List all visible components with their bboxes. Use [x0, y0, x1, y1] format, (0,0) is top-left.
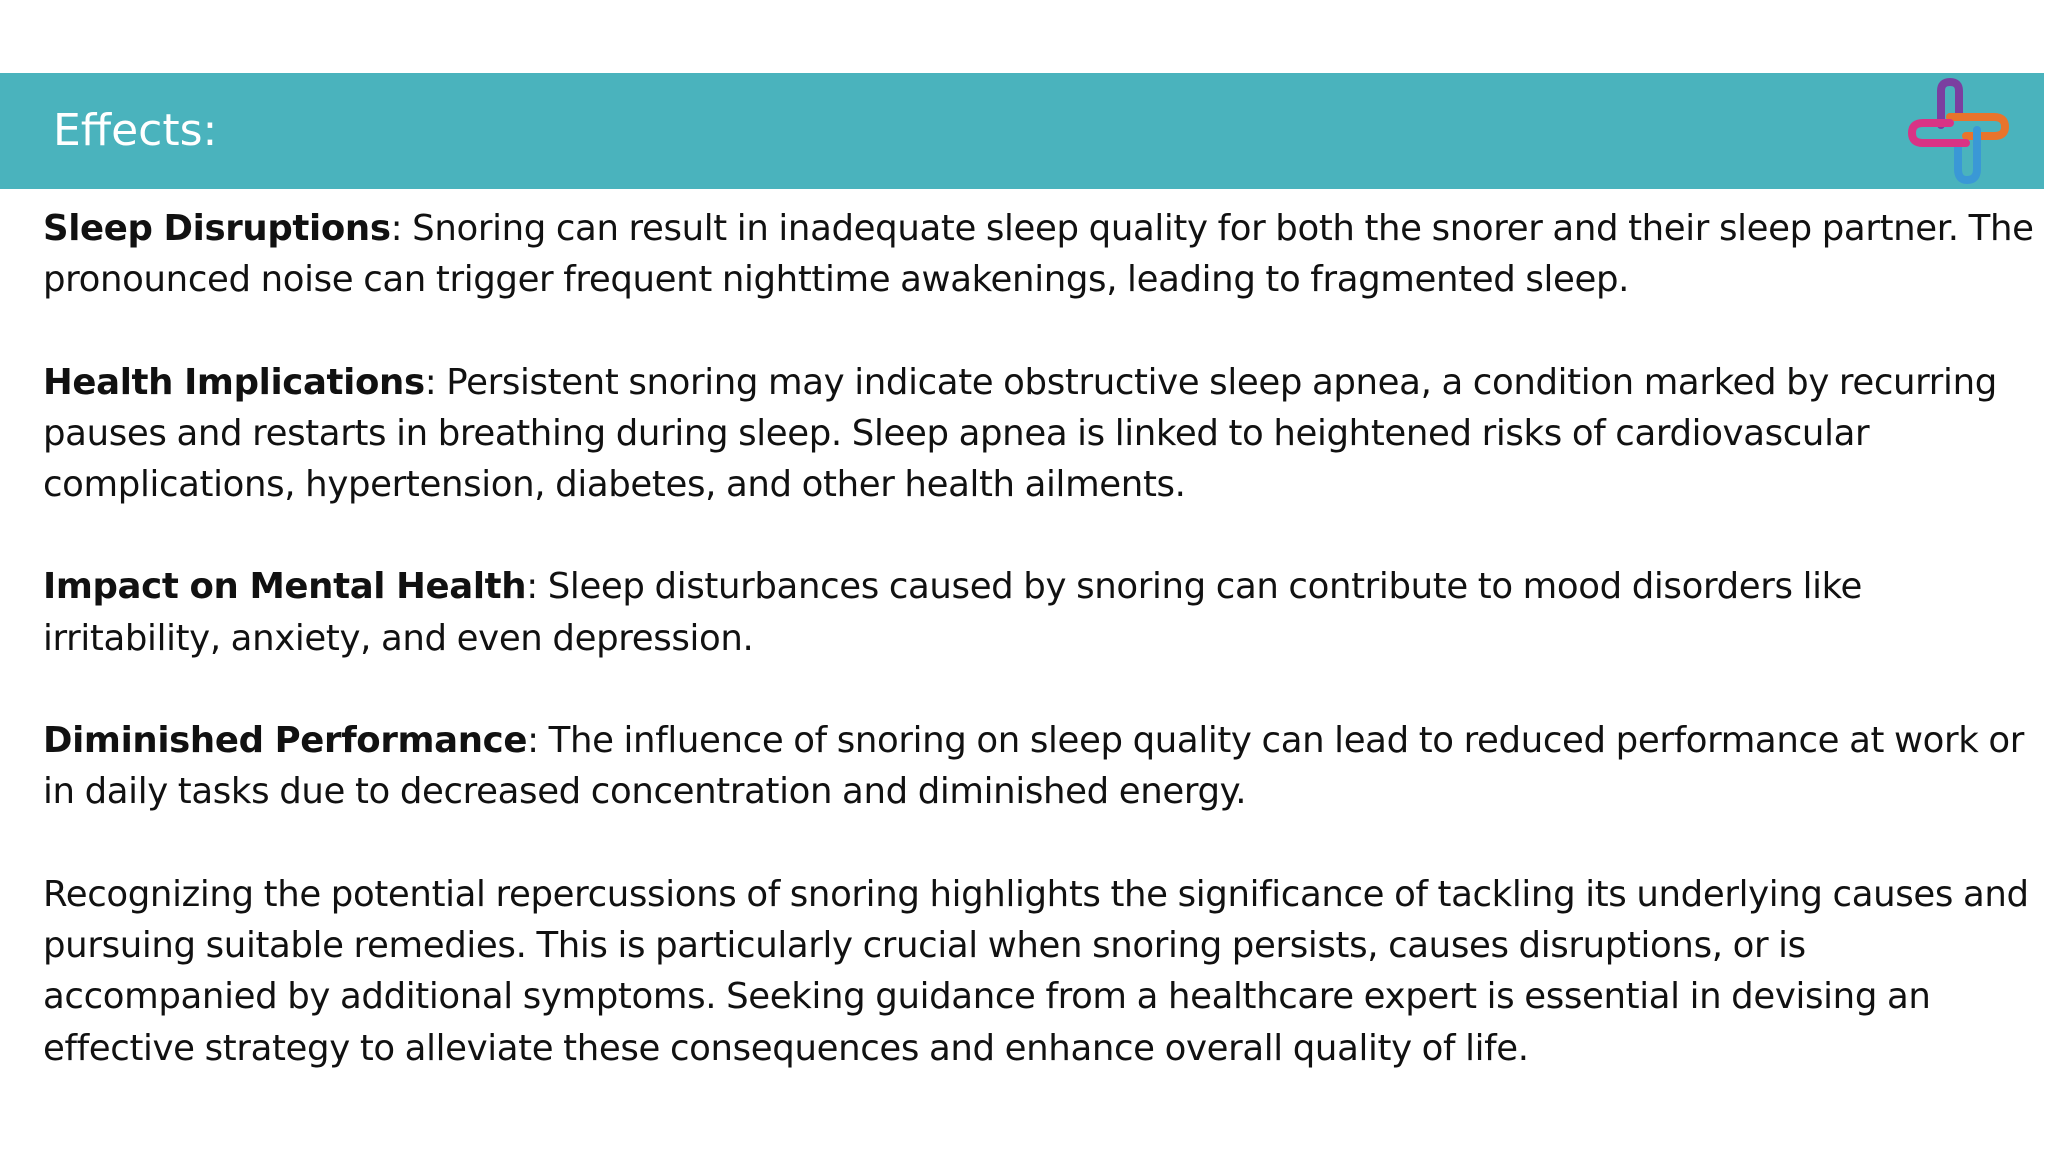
effects-content	[43, 203, 2038, 1125]
section-text: : Snoring can result in inadequate sleep quality for both the snorer and their sleep partner. The pronounced noise can trigger frequent nighttime awakenings, leading to fragmented sleep.	[43, 208, 2034, 301]
section-heading: Diminished Performance	[43, 720, 528, 762]
conclusion-paragraph: Recognizing the potential repercussions of snoring highlights the significance of tackling its underlying causes and pursuing suitable remedies. This is particularly crucial when snoring persists, causes disruptions, or is accompanied by additional symptoms. Seeking guidance from a healthcare expert is essential in devising an effective strategy to alleviate these consequences and enhance overall quality of life.	[43, 873, 2029, 1069]
section-text: : Persistent snoring may indicate obstructive sleep apnea, a condition marked by recurring pauses and restarts in breathing during sleep. Sleep apnea is linked to heightened risks of cardiovascular complications, hypertension, diabetes, and other health ailments.	[43, 361, 1997, 506]
section-text: : The influence of snoring on sleep quality can lead to reduced performance at work or in daily tasks due to decreased concentration and diminished energy.	[43, 720, 2025, 813]
section-health-implications	[43, 357, 2038, 511]
page-title: Effects:	[53, 105, 218, 156]
section-diminished-performance	[43, 715, 2038, 818]
section-heading: Impact on Mental Health	[43, 566, 527, 608]
section-text: : Sleep disturbances caused by snoring can contribute to mood disorders like irritability, anxiety, and even depression.	[43, 566, 1863, 659]
section-sleep-disruptions	[43, 203, 2038, 306]
section-mental-health	[43, 561, 2038, 664]
header-bar	[0, 73, 2044, 189]
medical-cross-logo-icon	[1904, 77, 2014, 185]
section-heading: Health Implications	[43, 361, 425, 403]
section-heading: Sleep Disruptions	[43, 208, 391, 249]
